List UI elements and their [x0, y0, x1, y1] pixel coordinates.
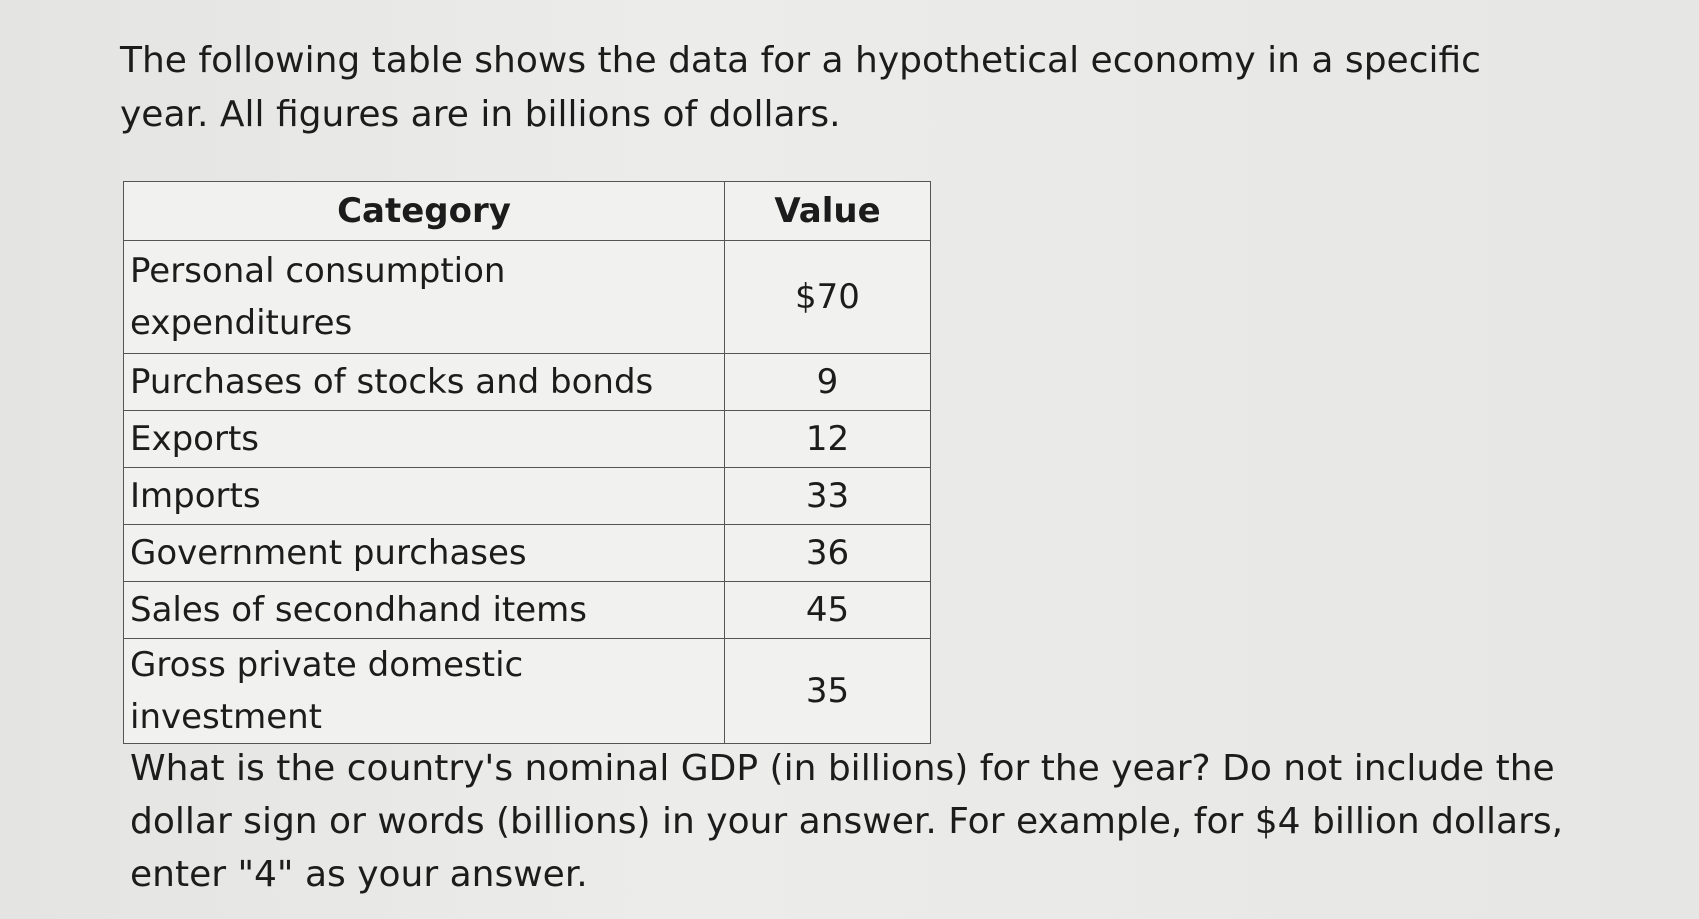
question-paragraph: What is the country's nominal GDP (in billions) for the year? Do not include the dollar sign or words (billions) in your answer. For example, for $4 billion dollars, enter "4" as your answer. [130, 748, 1564, 895]
table-row [124, 639, 931, 744]
table-header-row [124, 182, 931, 241]
value-cell: 12 [725, 411, 931, 468]
table-row [124, 241, 931, 354]
header-category: Category [124, 182, 725, 241]
value-cell: 9 [725, 354, 931, 411]
category-cell: Gross private domestic investment [124, 639, 725, 744]
category-cell: Government purchases [124, 525, 725, 582]
value-cell: 36 [725, 525, 931, 582]
table-row [124, 525, 931, 582]
category-cell: Imports [124, 468, 725, 525]
table-row [124, 582, 931, 639]
category-cell: Purchases of stocks and bonds [124, 354, 725, 411]
category-cell: Sales of secondhand items [124, 582, 725, 639]
intro-paragraph: The following table shows the data for a hypothetical economy in a specific year. All figures are in billions of dollars. [120, 40, 1481, 135]
value-cell: 45 [725, 582, 931, 639]
table-row [124, 468, 931, 525]
economy-data-table [123, 181, 931, 744]
table-row [124, 354, 931, 411]
category-cell: Exports [124, 411, 725, 468]
value-cell: 35 [725, 639, 931, 744]
header-value: Value [725, 182, 931, 241]
value-cell: 33 [725, 468, 931, 525]
value-cell: $70 [725, 241, 931, 354]
category-cell: Personal consumption expenditures [124, 241, 725, 354]
table-row [124, 411, 931, 468]
